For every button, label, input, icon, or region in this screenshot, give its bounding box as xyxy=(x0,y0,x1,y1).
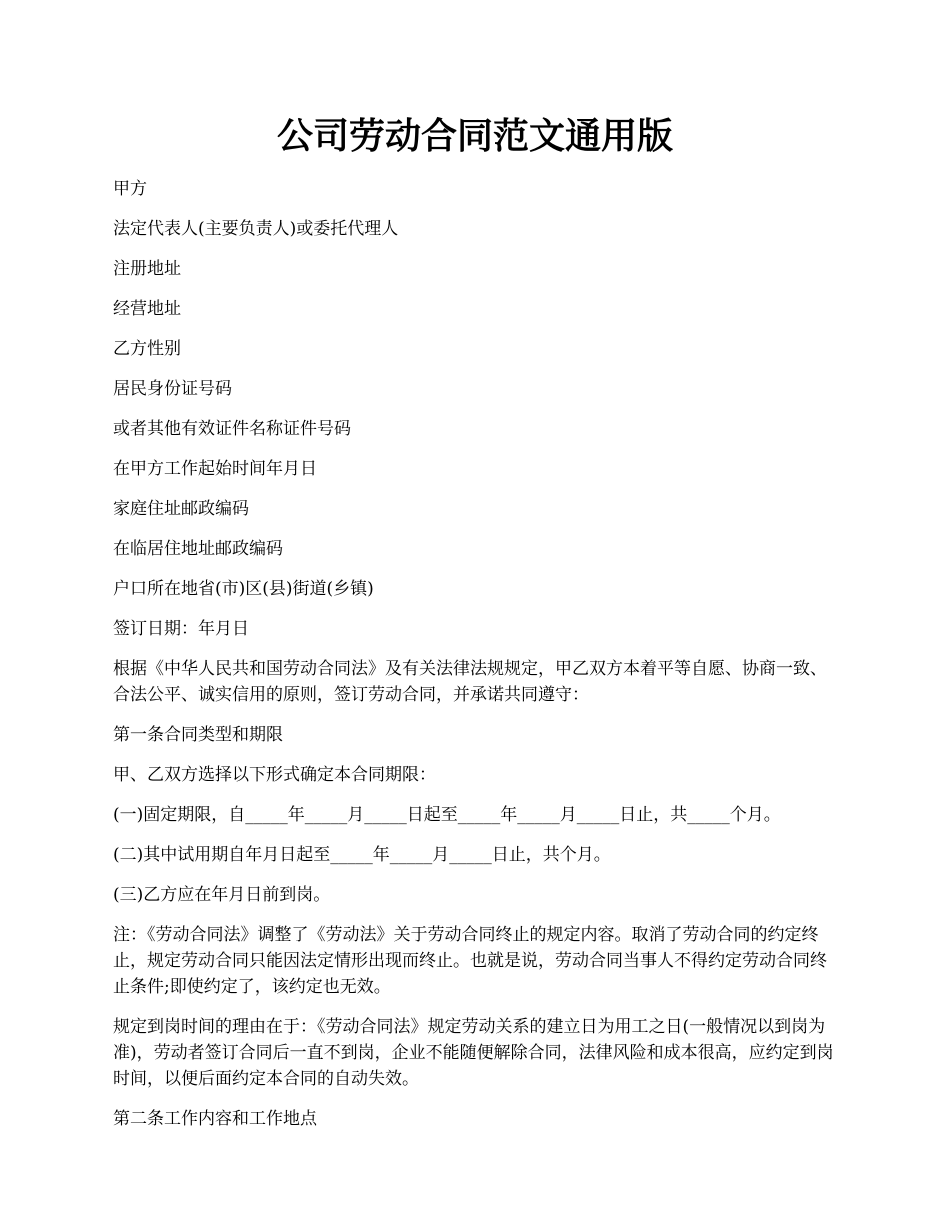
paragraph-preamble: 根据《中华人民共和国劳动合同法》及有关法律法规规定，甲乙双方本着平等自愿、协商一致、合法公平、诚实信用的原则，签订劳动合同，并承诺共同遵守： xyxy=(113,659,827,705)
paragraph-party-a: 甲方 xyxy=(113,179,147,199)
paragraph-report-date: (三)乙方应在年月日前到岗。 xyxy=(113,885,331,905)
paragraph-home-address: 家庭住址邮政编码 xyxy=(113,499,249,519)
paragraph-household-registration: 户口所在地省(市)区(县)街道(乡镇) xyxy=(113,579,374,599)
paragraph-fixed-term: (一)固定期限，自_____年_____月_____日起至_____年_____月_____日止，共_____个月。 xyxy=(113,805,781,825)
paragraph-report-reason: 规定到岗时间的理由在于：《劳动合同法》规定劳动关系的建立日为用工之日(一般情况以到岗为准)，劳动者签订合同后一直不到岗，企业不能随便解除合同，法律风险和成本很高，应约定到岗时间，以便后面约定本合同的自动失效。 xyxy=(113,1017,834,1089)
paragraph-other-id: 或者其他有效证件名称证件号码 xyxy=(113,419,351,439)
paragraph-article-2-heading: 第二条工作内容和工作地点 xyxy=(113,1109,317,1129)
paragraph-note: 注：《劳动合同法》调整了《劳动法》关于劳动合同终止的规定内容。取消了劳动合同的约定终止，规定劳动合同只能因法定情形出现而终止。也就是说，劳动合同当事人不得约定劳动合同终止条件;即使约定了，该约定也无效。 xyxy=(113,925,827,997)
paragraph-legal-representative: 法定代表人(主要负责人)或委托代理人 xyxy=(113,219,399,239)
paragraph-signing-date: 签订日期：年月日 xyxy=(113,619,249,639)
document-body xyxy=(113,176,839,1146)
paragraph-id-number: 居民身份证号码 xyxy=(113,379,232,399)
document-title: 公司劳动合同范文通用版 xyxy=(276,115,673,157)
paragraph-registered-address: 注册地址 xyxy=(113,259,181,279)
paragraph-article-1-heading: 第一条合同类型和期限 xyxy=(113,725,283,745)
paragraph-business-address: 经营地址 xyxy=(113,299,181,319)
paragraph-term-selection: 甲、乙双方选择以下形式确定本合同期限： xyxy=(113,765,436,785)
paragraph-temporary-address: 在临居住地址邮政编码 xyxy=(113,539,283,559)
paragraph-party-b-gender: 乙方性别 xyxy=(113,339,181,359)
paragraph-start-date: 在甲方工作起始时间年月日 xyxy=(113,459,317,479)
paragraph-probation: (二)其中试用期自年月日起至_____年_____月_____日止，共个月。 xyxy=(113,845,611,865)
